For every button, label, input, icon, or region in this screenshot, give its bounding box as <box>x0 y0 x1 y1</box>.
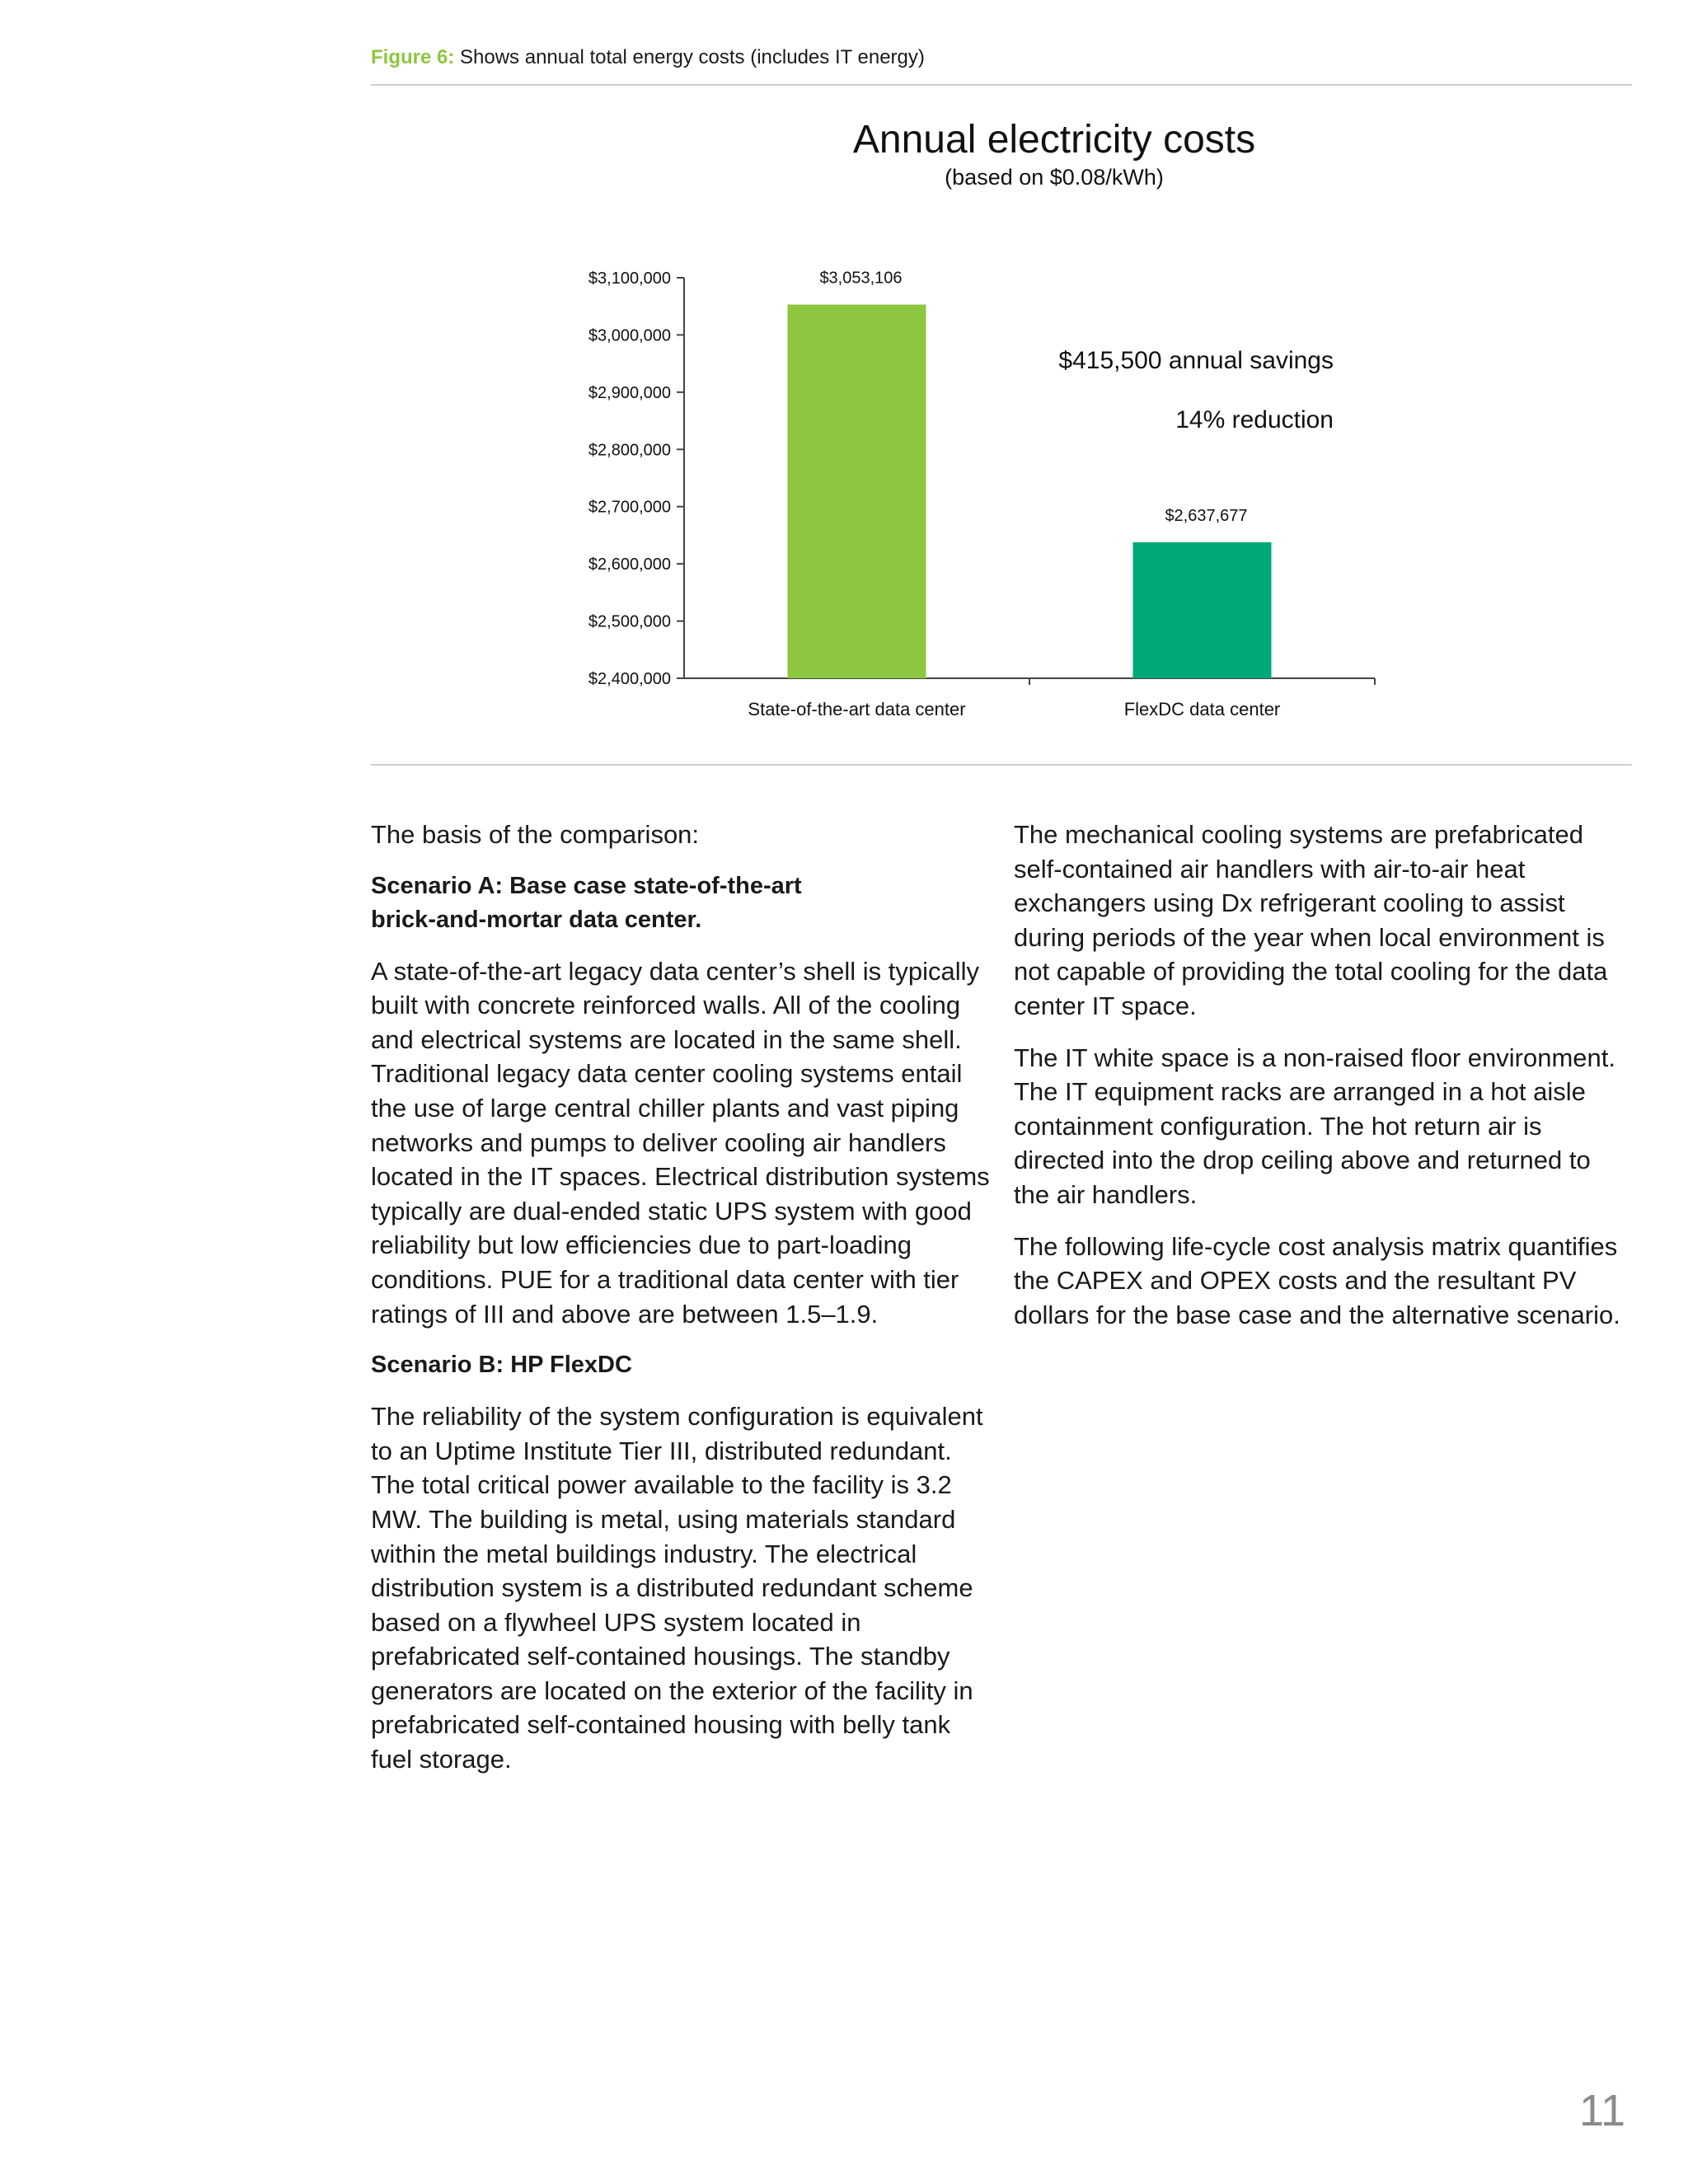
chart-subtitle: (based on $0.08/kWh) <box>945 165 1164 190</box>
reduction-annotation: 14% reduction <box>1175 406 1334 434</box>
savings-annotation: $415,500 annual savings <box>1058 347 1334 374</box>
bottom-divider <box>371 764 1632 766</box>
y-tick-label: $2,900,000 <box>588 383 671 402</box>
scenario-a-heading-line-2: brick-and-mortar data center. <box>371 906 702 933</box>
category-label: FlexDC data center <box>1123 699 1281 719</box>
y-tick-label: $2,400,000 <box>588 670 671 688</box>
figure-label: Figure 6: <box>371 46 455 68</box>
scenario-a-heading <box>371 869 991 937</box>
bar-1 <box>788 305 926 678</box>
chart-title: Annual electricity costs <box>852 118 1256 162</box>
y-tick-label: $2,500,000 <box>588 612 671 631</box>
scenario-a-text: A state-of-the-art legacy data center’s shell is typically built with concrete reinforced walls. All of the cooling and electrical systems are located in the same shell. Traditional legacy data center cooling systems entail the use of large central chiller plants and vast piping networks and pumps to deliver cooling air handlers located in the IT spaces. Electrical distribution systems typically are dual-ended static UPS system with good reliability but low efficiencies due to part-loading conditions. PUE for a traditional data center with tier ratings of III and above are between 1.5–1.9. <box>371 956 990 1329</box>
scenario-b-text: The reliability of the system configuration is equivalent to an Uptime Institute Tier III, distributed redundant. The total critical power available to the facility is 3.2 MW. The building is metal, using materials standard within the metal buildings industry. The electrical distribution system is a distributed redundant scheme based on a flywheel UPS system located in prefabricated self-contained housings. The standby generators are located on the exterior of the facility in prefabricated self-contained housing with belly tank fuel storage. <box>371 1402 983 1774</box>
y-tick-label: $2,800,000 <box>588 441 671 460</box>
y-tick-label: $3,000,000 <box>588 326 671 345</box>
bar-chart <box>0 0 1688 742</box>
mechanical-cooling-paragraph: The mechanical cooling systems are prefabricated self-contained air handlers with air-to-air heat exchangers using Dx refrigerant cooling to assist during periods of the year when local environment is not capable of providing the total cooling for the data center IT space. <box>1014 820 1608 1020</box>
y-tick-label: $2,700,000 <box>588 498 671 517</box>
scenario-a-heading-line-1: Scenario A: Base case state-of-the-art <box>371 872 802 899</box>
category-label: State-of-the-art data center <box>748 699 966 719</box>
bar-data-label: $3,053,106 <box>819 269 903 288</box>
bar-data-label: $2,637,677 <box>1165 506 1248 525</box>
right-column <box>1014 818 1632 1349</box>
life-cycle-paragraph: The following life-cycle cost analysis matrix quantifies the CAPEX and OPEX costs and the resultant PV dollars for the base case and the alternative scenario. <box>1014 1231 1620 1329</box>
y-tick-label: $3,100,000 <box>588 269 671 288</box>
left-column <box>371 818 991 1794</box>
comparison-intro: The basis of the comparison: <box>371 820 700 849</box>
scenario-b-heading: Scenario B: HP FlexDC <box>371 1352 632 1379</box>
page-number: 11 <box>1578 2086 1625 2135</box>
figure-caption-text: Shows annual total energy costs (includes IT energy) <box>460 46 925 68</box>
white-space-paragraph: The IT white space is a non-raised floor environment. The IT equipment racks are arranged in a hot aisle containment configuration. The hot return air is directed into the drop ceiling above and returned to the air handlers. <box>1014 1043 1616 1209</box>
y-tick-label: $2,600,000 <box>588 555 671 574</box>
bar-2 <box>1133 542 1272 678</box>
